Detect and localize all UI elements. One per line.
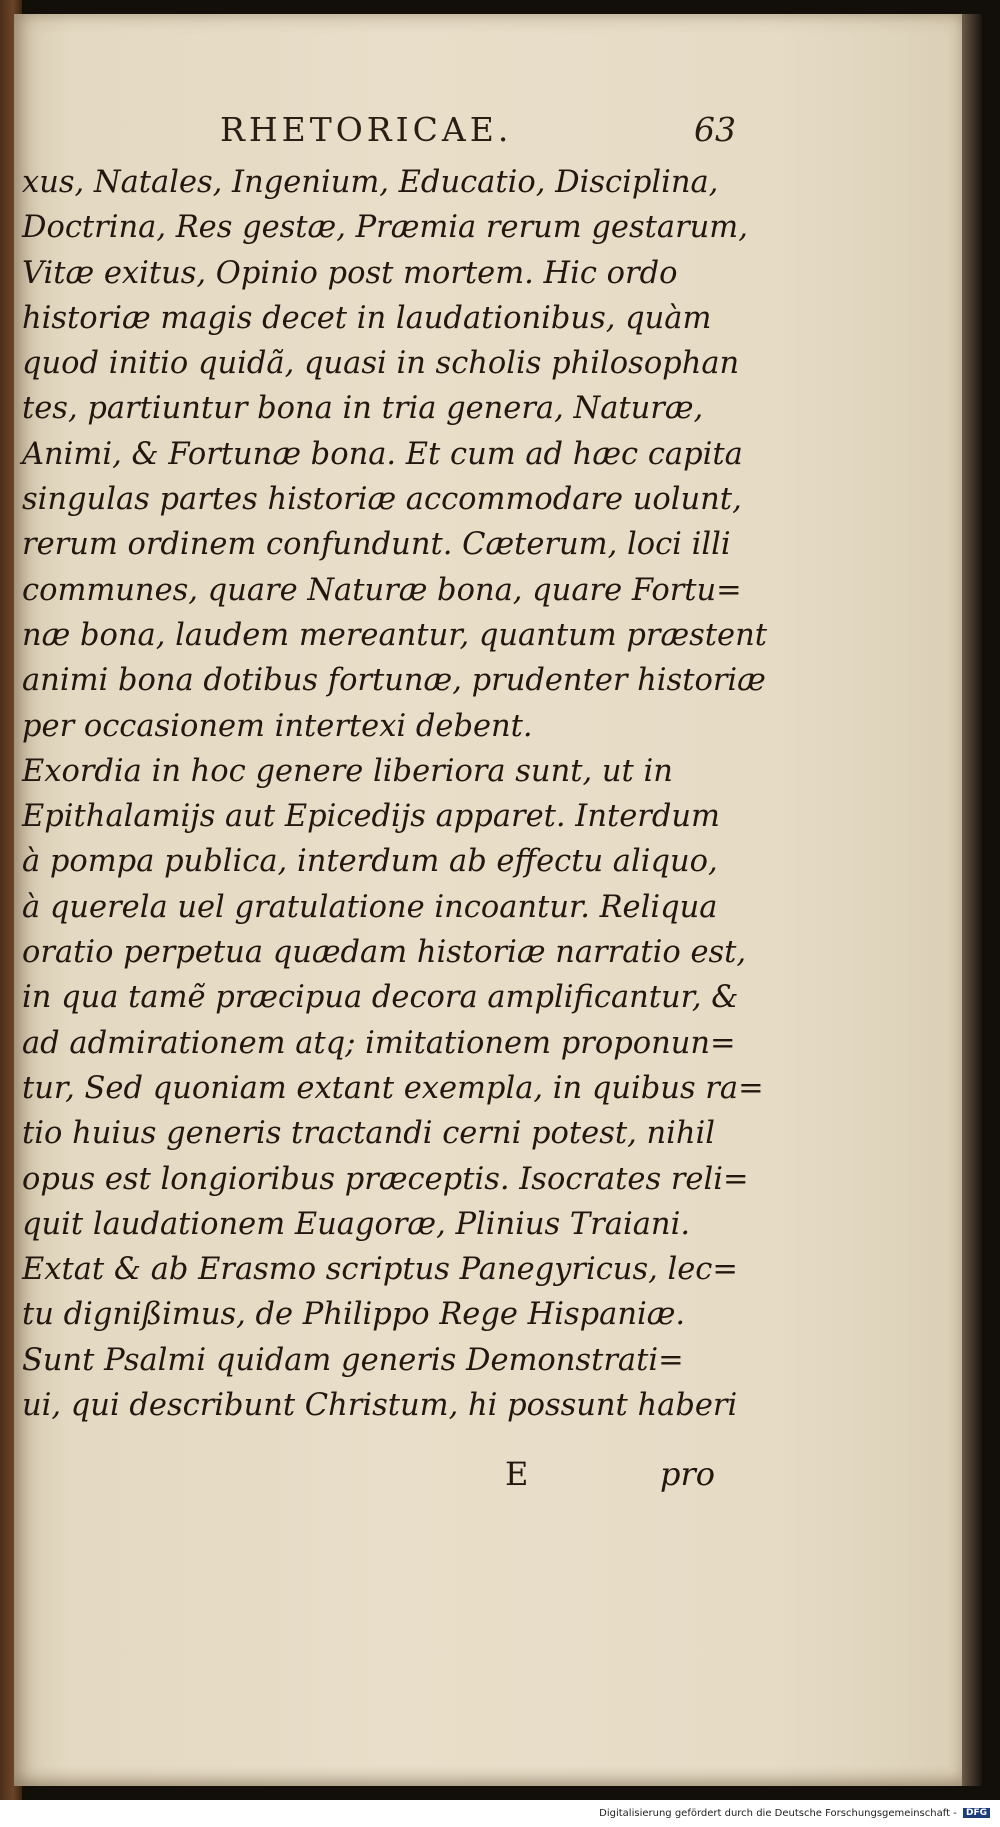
text-line: næ bona, laudem mereantur, quantum præstent bbox=[22, 617, 767, 653]
text-line: historiæ magis decet in laudationibus, quàm bbox=[22, 300, 712, 336]
text-line: communes, quare Naturæ bona, quare Fortu= bbox=[22, 572, 742, 608]
running-head: RHETORICAE. bbox=[220, 110, 513, 149]
text-line: Epithalamijs aut Epicedijs apparet. Interdum bbox=[22, 799, 720, 835]
text-line: in qua tamẽ præcipua decora amplificantur, & bbox=[22, 980, 739, 1016]
text-line: oratio perpetua quædam historiæ narratio est, bbox=[22, 935, 747, 971]
text-line: Vitæ exitus, Opinio post mortem. Hic ordo bbox=[22, 255, 678, 291]
text-line: à querela uel gratulatione incoantur. Reliqua bbox=[22, 889, 718, 925]
text-line: xus, Natales, Ingenium, Educatio, Disciplina, bbox=[22, 165, 719, 200]
text-line: per occasionem intertexi debent. bbox=[22, 708, 533, 744]
digitization-credit bbox=[599, 1808, 990, 1819]
text-line: tur, Sed quoniam extant exempla, in quibus ra= bbox=[22, 1070, 764, 1106]
text-line: ad admirationem atq; imitationem proponun= bbox=[22, 1025, 736, 1061]
text-line: Animi, & Fortunæ bona. Et cum ad hæc capita bbox=[22, 436, 743, 472]
catchword: pro bbox=[660, 1455, 716, 1493]
text-line: ui, qui describunt Christum, hi possunt haberi bbox=[22, 1388, 738, 1424]
text-line: Exordia in hoc genere liberiora sunt, ut in bbox=[22, 753, 673, 789]
text-line: tio huius generis tractandi cerni potest, nihil bbox=[22, 1116, 716, 1152]
text-line: quod initio quidã, quasi in scholis philosophan bbox=[22, 346, 740, 382]
page-number: 63 bbox=[694, 110, 736, 149]
text-line: tu dignißimus, de Philippo Rege Hispaniæ. bbox=[22, 1297, 686, 1333]
text-line: Extat & ab Erasmo scriptus Panegyricus, lec= bbox=[22, 1252, 738, 1288]
text-line: opus est longioribus præceptis. Isocrates reli= bbox=[22, 1161, 749, 1197]
credit-text: Digitalisierung gefördert durch die Deutsche Forschungsgemeinschaft - bbox=[599, 1808, 957, 1819]
signature-mark: E bbox=[505, 1455, 529, 1493]
text-line: Sunt Psalmi quidam generis Demonstrati= bbox=[22, 1342, 684, 1378]
text-line: à pompa publica, interdum ab effectu aliquo, bbox=[22, 844, 718, 880]
page-edge-shadow bbox=[962, 14, 982, 1786]
dfg-logo: DFG bbox=[963, 1808, 990, 1818]
text-line: rerum ordinem confundunt. Cæterum, loci illi bbox=[22, 527, 731, 563]
text-line: Doctrina, Res gestæ, Præmia rerum gestarum, bbox=[22, 210, 748, 246]
text-line: tes, partiuntur bona in tria genera, Naturæ, bbox=[22, 391, 704, 427]
text-line: animi bona dotibus fortunæ, prudenter historiæ bbox=[22, 663, 766, 699]
text-line: quit laudationem Euagoræ, Plinius Traiani. bbox=[22, 1206, 691, 1242]
body-text bbox=[22, 160, 767, 1428]
text-line: singulas partes historiæ accommodare uolunt, bbox=[22, 482, 742, 518]
